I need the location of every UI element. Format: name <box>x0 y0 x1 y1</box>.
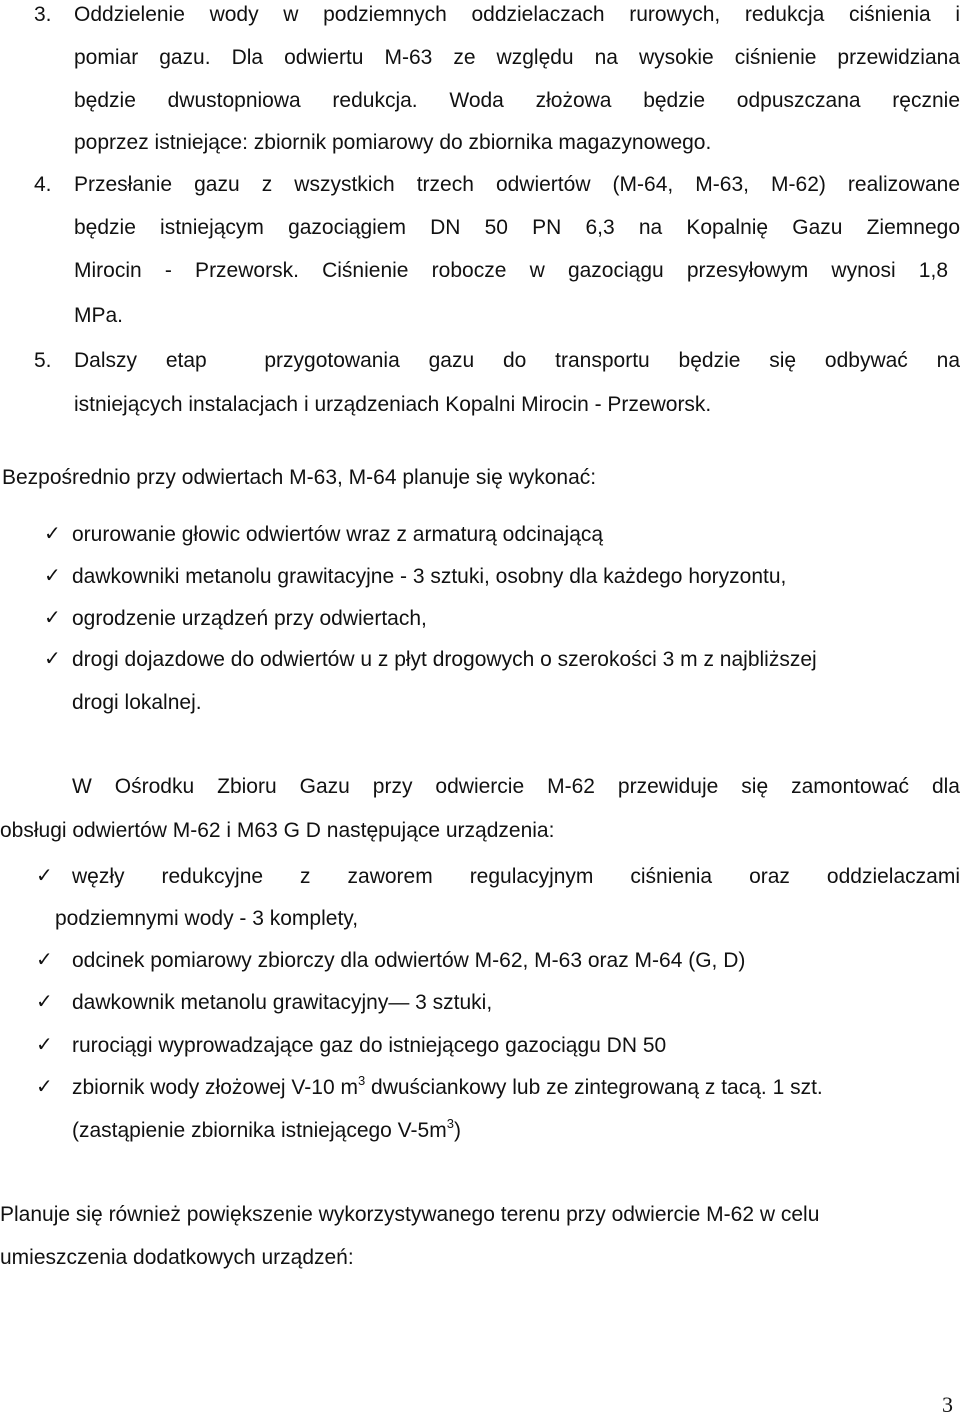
text-line: pomiar gazu. Dla odwiertu M-63 ze względu na wysokie ciśnienie przewidziana <box>74 46 960 69</box>
list-number: 3. <box>34 3 52 26</box>
list-item <box>72 1075 823 1101</box>
list-item: dawkownik metanolu grawitacyjny— 3 sztuki, <box>72 991 493 1014</box>
list-item-text: ) <box>453 1119 461 1142</box>
checkmark-icon: ✓ <box>44 563 61 587</box>
list-item-text: zbiornik wody złożowej V-10 m <box>72 1076 358 1099</box>
list-item-continuation: drogi lokalnej. <box>72 691 202 714</box>
paragraph-intro: Bezpośrednio przy odwiertach M-63, M-64 planuje się wykonać: <box>2 466 597 489</box>
list-item: dawkowniki metanolu grawitacyjne - 3 sztuki, osobny dla każdego horyzontu, <box>72 565 787 588</box>
text-line: będzie istniejącym gazociągiem DN 50 PN 6,3 na Kopalnię Gazu Ziemnego <box>74 216 960 239</box>
text-line: Przesłanie gazu z wszystkich trzech odwiertów (M-64, M-63, M-62) realizowane <box>74 173 960 196</box>
list-item-continuation: podziemnymi wody - 3 komplety, <box>55 907 359 930</box>
list-item-text: (zastąpienie zbiornika istniejącego V-5m <box>72 1119 447 1142</box>
text-line: umieszczenia dodatkowych urządzeń: <box>0 1246 354 1269</box>
list-item: drogi dojazdowe do odwiertów u z płyt drogowych o szerokości 3 m z najbliższej <box>72 648 817 671</box>
list-item: węzły redukcyjne z zaworem regulacyjnym ciśnienia oraz oddzielaczami <box>72 865 960 888</box>
superscript: 3 <box>357 1073 366 1088</box>
checkmark-icon: ✓ <box>36 947 53 971</box>
list-number: 4. <box>34 173 52 196</box>
list-item: odcinek pomiarowy zbiorczy dla odwiertów M-62, M-63 oraz M-64 (G, D) <box>72 949 746 972</box>
checkmark-icon: ✓ <box>36 1074 53 1098</box>
text-line: będzie dwustopniowa redukcja. Woda złożowa będzie odpuszczana ręcznie <box>74 89 960 112</box>
text-line: MPa. <box>74 304 124 327</box>
list-number: 5. <box>34 349 52 372</box>
text-line: poprzez istniejące: zbiornik pomiarowy do zbiornika magazynowego. <box>74 131 712 154</box>
checkmark-icon: ✓ <box>36 989 53 1013</box>
checkmark-icon: ✓ <box>44 521 61 545</box>
text-line: obsługi odwiertów M-62 i M63 G D następujące urządzenia: <box>0 819 555 842</box>
text-line: Planuje się również powiększenie wykorzystywanego terenu przy odwiercie M-62 w celu <box>0 1203 820 1226</box>
list-item: ogrodzenie urządzeń przy odwiertach, <box>72 607 427 630</box>
text-line: istniejących instalacjach i urządzeniach Kopalni Mirocin - Przeworsk. <box>74 393 712 416</box>
text-line: Oddzielenie wody w podziemnych oddzielaczach rurowych, redukcja ciśnienia i <box>74 3 960 26</box>
text-line: Mirocin - Przeworsk. Ciśnienie robocze w gazociągu przesyłowym wynosi 1,8 <box>74 259 948 282</box>
checkmark-icon: ✓ <box>44 605 61 629</box>
checkmark-icon: ✓ <box>36 1032 53 1056</box>
page-number: 3 <box>942 1392 953 1417</box>
superscript: 3 <box>446 1116 454 1131</box>
list-item-text: dwuściankowy lub ze zintegrowaną z tacą. 1 szt. <box>365 1076 823 1099</box>
list-item-continuation <box>72 1118 461 1144</box>
text-line: Dalszy etap przygotowania gazu do transportu będzie się odbywać na <box>74 349 960 372</box>
list-item: orurowanie głowic odwiertów wraz z armaturą odcinającą <box>72 523 604 546</box>
list-item: rurociągi wyprowadzające gaz do istniejącego gazociągu DN 50 <box>72 1034 667 1057</box>
checkmark-icon: ✓ <box>44 646 61 670</box>
text-line: W Ośrodku Zbioru Gazu przy odwiercie M-62 przewiduje się zamontować dla <box>72 775 960 798</box>
checkmark-icon: ✓ <box>36 863 53 887</box>
